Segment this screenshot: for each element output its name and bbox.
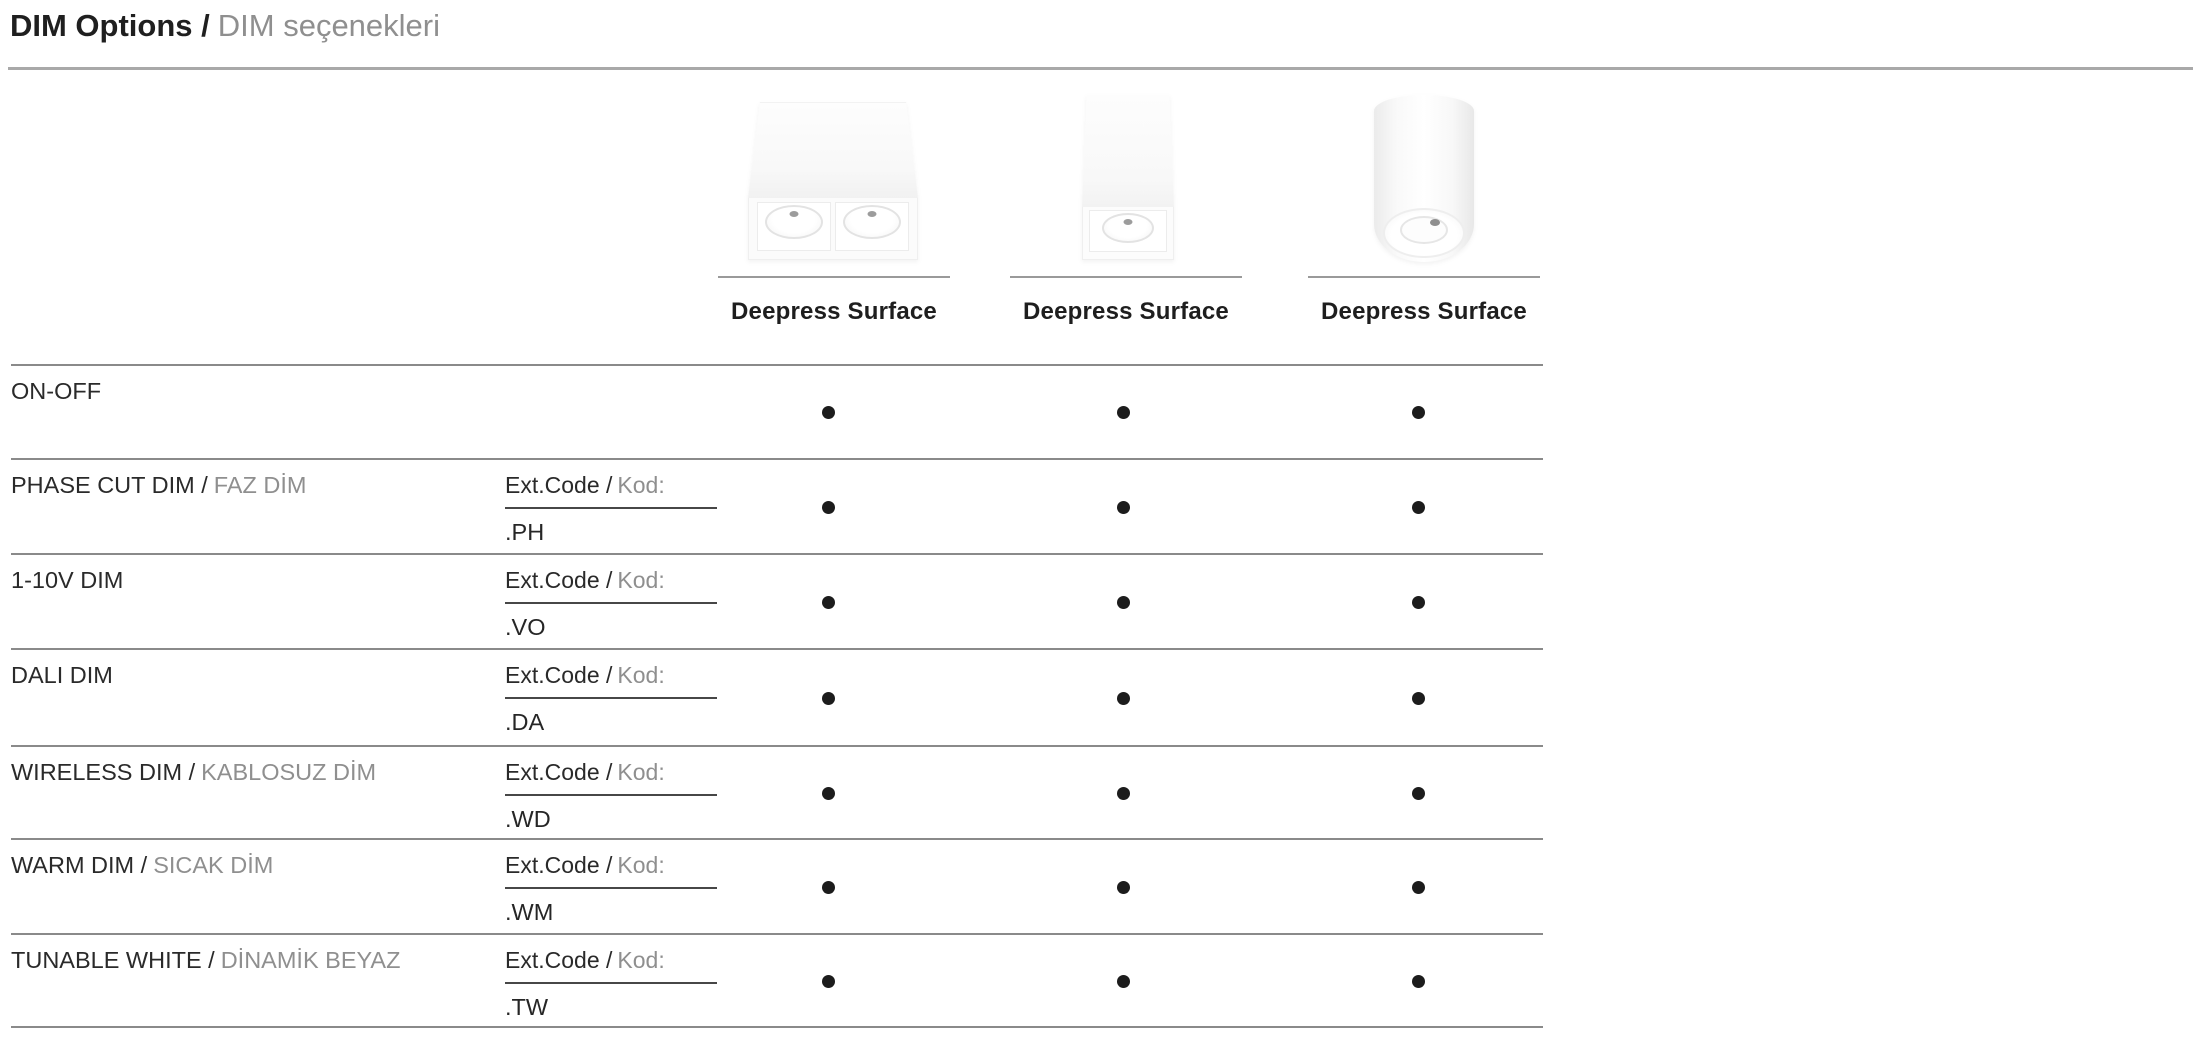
ext-code-cell (505, 851, 717, 926)
row-label: WARM DIM / (11, 852, 148, 878)
dim-options-table (11, 364, 1543, 1028)
row-label-tr: DİNAMİK BEYAZ (220, 947, 401, 973)
row-label-tr: KABLOSUZ DİM (201, 759, 377, 785)
availability-dot-icon (1117, 975, 1130, 988)
row-label-tr: FAZ DİM (213, 472, 307, 498)
lamp-aperture (1089, 210, 1167, 252)
availability-dot-icon (1117, 406, 1130, 419)
table-row-on-off (11, 364, 1543, 458)
table-row-wireless-dim (11, 745, 1543, 838)
availability-dot-icon (822, 881, 835, 894)
ext-code-label-tr: Kod: (617, 852, 665, 878)
row-label: PHASE CUT DIM / (11, 472, 208, 498)
ext-code-value: .VO (505, 614, 546, 640)
availability-dot-icon (1412, 596, 1425, 609)
surface-cylinder-downlight-image (1374, 95, 1474, 262)
ext-code-label-tr: Kod: (617, 472, 665, 498)
ext-code-label-tr: Kod: (617, 759, 665, 785)
ext-code-value: .DA (505, 709, 545, 735)
ext-code-label: Ext.Code / (505, 662, 613, 688)
page-title-en: DIM Options / (10, 8, 210, 43)
availability-dot-icon (1117, 596, 1130, 609)
availability-dot-icon (1117, 881, 1130, 894)
row-label: ON-OFF (11, 378, 102, 404)
availability-dot-icon (1117, 787, 1130, 800)
availability-dot-icon (1117, 501, 1130, 514)
column-header-label: Deepress Surface (1023, 298, 1229, 325)
availability-dot-icon (1412, 787, 1425, 800)
availability-dot-icon (822, 787, 835, 800)
lamp-reflector-icon (843, 205, 901, 239)
ext-code-underline (505, 794, 717, 796)
ext-code-label-tr: Kod: (617, 567, 665, 593)
column-divider (1010, 276, 1242, 278)
table-row-tunable-white (11, 933, 1543, 1028)
lamp-reflector-icon (765, 205, 823, 239)
product-body (748, 102, 918, 198)
ext-code-label: Ext.Code / (505, 567, 613, 593)
column-header-label: Deepress Surface (1321, 298, 1527, 325)
row-label: 1-10V DIM (11, 567, 124, 593)
ext-code-cell (505, 946, 717, 1021)
lamp-aperture (757, 202, 831, 251)
ext-code-underline (505, 887, 717, 889)
availability-dot-icon (1117, 692, 1130, 705)
surface-box-double-downlight-image (748, 102, 918, 260)
table-row-warm-dim (11, 838, 1543, 933)
availability-dot-icon (1412, 501, 1425, 514)
surface-box-single-downlight-image (1082, 95, 1174, 260)
ext-code-underline (505, 602, 717, 604)
column-divider (1308, 276, 1540, 278)
ext-code-cell (505, 758, 717, 833)
ext-code-label-tr: Kod: (617, 947, 665, 973)
ext-code-value: .WD (505, 806, 551, 832)
table-row-phase-cut-dim (11, 458, 1543, 553)
page-title (10, 6, 440, 46)
ext-code-cell (505, 566, 717, 641)
availability-dot-icon (1412, 692, 1425, 705)
ext-code-cell (505, 471, 717, 546)
lamp-reflector-icon (1383, 208, 1465, 258)
ext-code-label: Ext.Code / (505, 759, 613, 785)
availability-dot-icon (1412, 881, 1425, 894)
availability-dot-icon (822, 406, 835, 419)
ext-code-cell (505, 661, 717, 736)
ext-code-underline (505, 982, 717, 984)
availability-dot-icon (1412, 406, 1425, 419)
ext-code-label: Ext.Code / (505, 852, 613, 878)
table-row-dali-dim (11, 648, 1543, 745)
availability-dot-icon (822, 501, 835, 514)
column-header-label: Deepress Surface (731, 298, 937, 325)
ext-code-underline (505, 507, 717, 509)
row-label: WIRELESS DIM / (11, 759, 196, 785)
availability-dot-icon (822, 975, 835, 988)
availability-dot-icon (1412, 975, 1425, 988)
ext-code-label: Ext.Code / (505, 472, 613, 498)
ext-code-underline (505, 697, 717, 699)
table-row-1-10v-dim (11, 553, 1543, 648)
row-label: TUNABLE WHITE / (11, 947, 215, 973)
ext-code-label-tr: Kod: (617, 662, 665, 688)
row-label-tr: SICAK DİM (153, 852, 274, 878)
lamp-aperture (835, 202, 909, 251)
ext-code-value: .WM (505, 899, 554, 925)
product-column-3 (1308, 70, 1540, 350)
column-divider (718, 276, 950, 278)
product-column-1 (718, 70, 950, 350)
ext-code-value: .TW (505, 994, 549, 1020)
row-label: DALI DIM (11, 662, 113, 688)
ext-code-value: .PH (505, 519, 545, 545)
product-face (1082, 207, 1174, 260)
product-column-2 (1010, 70, 1242, 350)
availability-dot-icon (822, 692, 835, 705)
product-body (1082, 95, 1174, 207)
lamp-reflector-icon (1102, 213, 1154, 243)
page-title-tr: DIM seçenekleri (217, 8, 441, 43)
availability-dot-icon (822, 596, 835, 609)
ext-code-label: Ext.Code / (505, 947, 613, 973)
product-face (748, 198, 918, 260)
